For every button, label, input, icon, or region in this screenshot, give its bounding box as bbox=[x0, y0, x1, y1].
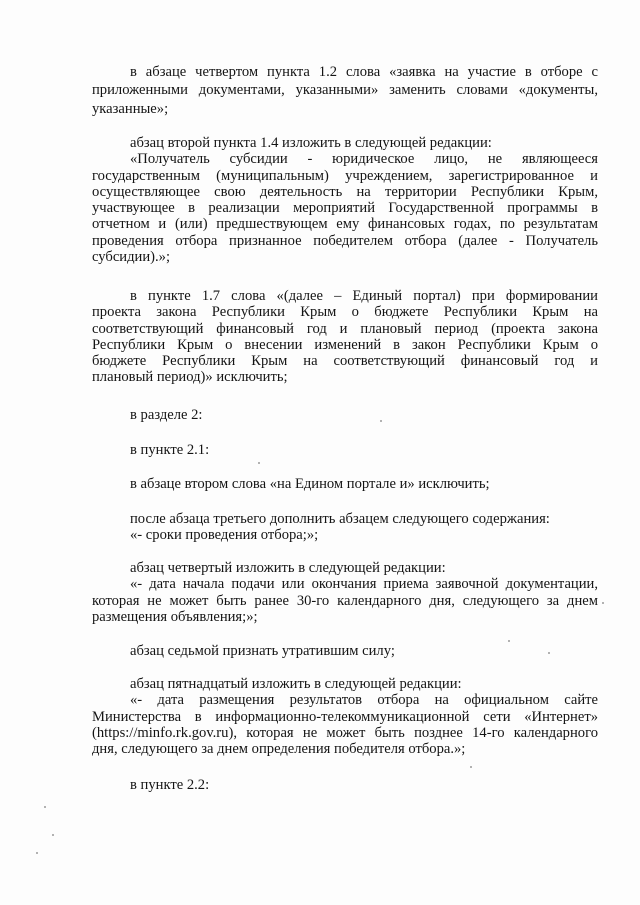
paragraph-6 bbox=[92, 476, 598, 492]
text-line: дня, следующего за днем определения победителя отбора.»; bbox=[92, 741, 466, 758]
scan-speck bbox=[258, 462, 260, 464]
text-line: осуществляющее свою деятельность на территории Республики Крым, bbox=[92, 183, 598, 200]
scan-speck bbox=[602, 602, 604, 604]
text-line: участвующее в реализации мероприятий Государственной программы в bbox=[92, 200, 598, 217]
text-line: указанные»; bbox=[92, 100, 169, 117]
paragraph-9 bbox=[92, 643, 598, 659]
text-line: которая не может быть ранее 30-го календарного дня, следующего за днем bbox=[92, 592, 598, 609]
text-line: абзац второй пункта 1.4 изложить в следующей редакции: bbox=[130, 135, 492, 151]
scan-speck bbox=[52, 834, 54, 836]
text-line: проведения отбора признанное победителем отбора (далее - Получатель bbox=[92, 232, 598, 249]
scan-speck bbox=[44, 806, 46, 808]
text-line: отчетном и (или) предшествующем ему финансовых годах, по результатам bbox=[92, 216, 598, 233]
scan-speck bbox=[380, 420, 382, 422]
text-line: размещения объявления;»; bbox=[92, 608, 258, 625]
text-line: абзац четвертый изложить в следующей редакции: bbox=[130, 560, 446, 576]
text-line: государственным (муниципальным) учреждением, зарегистрированное и bbox=[92, 167, 598, 184]
paragraph-3 bbox=[92, 288, 598, 386]
text-line: после абзаца третьего дополнить абзацем следующего содержания: bbox=[130, 511, 550, 527]
paragraph-1 bbox=[92, 64, 598, 117]
text-line: «- сроки проведения отбора;»; bbox=[130, 527, 319, 544]
text-line: соответствующий финансовый год и плановый период (проекта закона bbox=[92, 320, 598, 337]
paragraph-10 bbox=[92, 676, 598, 757]
text-line: «Получатель субсидии - юридическое лицо, не являющееся bbox=[130, 151, 598, 168]
paragraph-2 bbox=[92, 135, 598, 265]
text-line: в пункте 2.1: bbox=[130, 442, 210, 458]
text-line: (https://minfo.rk.gov.ru), которая не может быть позднее 14-го календарного bbox=[92, 724, 598, 741]
text-line: абзац пятнадцатый изложить в следующей редакции: bbox=[130, 676, 462, 692]
text-line: «- дата начала подачи или окончания приема заявочной документации, bbox=[130, 576, 598, 593]
text-line: в пункте 2.2: bbox=[130, 777, 210, 793]
scan-speck bbox=[508, 640, 510, 642]
text-line: в абзаце втором слова «на Едином портале и» исключить; bbox=[130, 476, 490, 492]
text-line: субсидии).»; bbox=[92, 249, 171, 266]
text-line: абзац седьмой признать утратившим силу; bbox=[130, 643, 395, 659]
text-line: Республики Крым о внесении изменений в закон Республики Крым о bbox=[92, 336, 598, 353]
paragraph-4 bbox=[92, 407, 598, 423]
paragraph-8 bbox=[92, 560, 598, 625]
text-line: в абзаце четвертом пункта 1.2 слова «заявка на участие в отборе с bbox=[130, 64, 598, 80]
paragraph-7 bbox=[92, 511, 598, 544]
text-line: «- дата размещения результатов отбора на официальном сайте bbox=[130, 692, 598, 709]
text-line: бюджете Республики Крым на соответствующий финансовый год и bbox=[92, 353, 598, 370]
text-line: приложенными документами, указанными» заменить словами «документы, bbox=[92, 82, 598, 99]
text-line: в разделе 2: bbox=[130, 407, 203, 423]
text-line: в пункте 1.7 слова «(далее – Единый портал) при формировании bbox=[130, 288, 598, 304]
scan-speck bbox=[548, 652, 550, 654]
text-line: проекта закона Республики Крым о бюджете Республики Крым на bbox=[92, 304, 598, 321]
scan-speck bbox=[36, 852, 38, 854]
text-line: Министерства в информационно-телекоммуникационной сети «Интернет» bbox=[92, 708, 598, 725]
paragraph-5 bbox=[92, 442, 598, 458]
scan-speck bbox=[470, 766, 472, 768]
paragraph-11 bbox=[92, 777, 598, 793]
text-line: плановый период)» исключить; bbox=[92, 369, 288, 386]
